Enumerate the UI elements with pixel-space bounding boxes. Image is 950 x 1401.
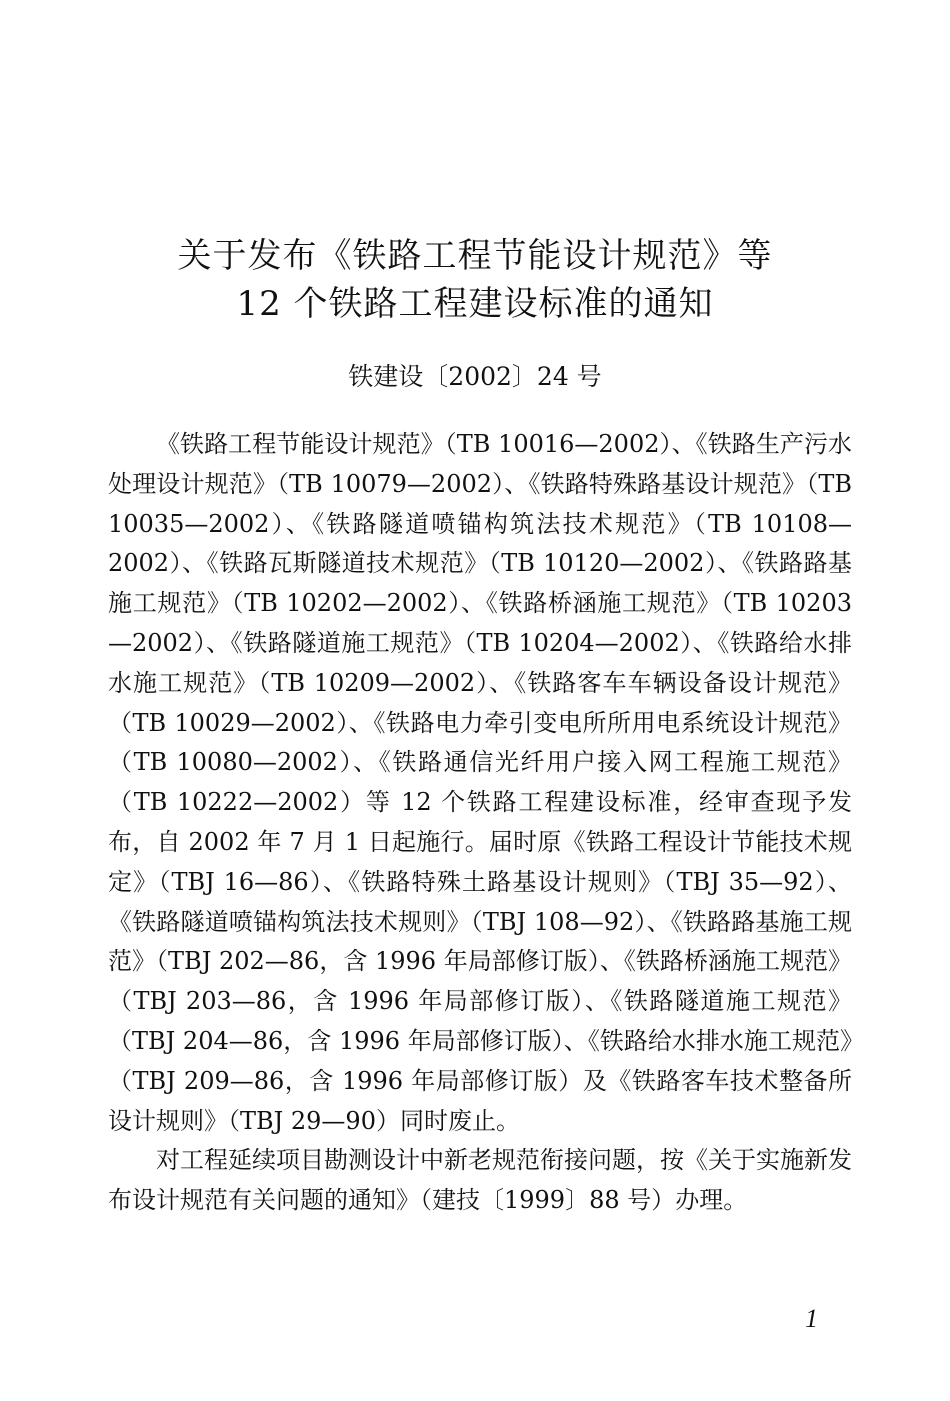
title-line-2: 12 个铁路工程建设标准的通知 <box>236 284 714 324</box>
document-title <box>0 232 950 328</box>
document-body <box>108 425 852 1221</box>
title-line-1: 关于发布《铁路工程节能设计规范》等 <box>177 236 773 276</box>
document-number: 铁建设〔2002〕24 号 <box>348 362 602 391</box>
page-number: 1 <box>805 1304 818 1333</box>
paragraph-2: 对工程延续项目勘测设计中新老规范衔接问题，按《关于实施新发布设计规范有关问题的通知》（建技〔1999〕88 号）办理。 <box>108 1146 852 1215</box>
paragraph-1: 《铁路工程节能设计规范》（TB 10016—2002）、《铁路生产污水处理设计规范》（TB 10079—2002）、《铁路特殊路基设计规范》（TB 10035—2002）、《铁路隧道喷锚构筑法技术规范》（TB 10108—2002）、《铁路瓦斯隧道技术规范》（TB 10120—2002）、《铁路路基施工规范》（TB 10202—2002）、《铁路桥涵施工规范》（TB 10203—2002）、《铁路隧道施工规范》（TB 10204—2002）、《铁路给水排水施工规范》（TB 10209—2002）、《铁路客车车辆设备设计规范》（TB 10029—2002）、《铁路电力牵引变电所所用电系统设计规范》（TB 10080—2002）、《铁路通信光纤用户接入网工程施工规范》（TB 10222—2002）等 12 个铁路工程建设标准，经审查现予发布，自 2002 年 7 月 1 日起施行。届时原《铁路工程设计节能技术规定》（TBJ 16—86）、《铁路特殊土路基设计规则》（TBJ 35—92）、《铁路隧道喷锚构筑法技术规则》（TBJ 108—92）、《铁路路基施工规范》（TBJ 202—86，含 1996 年局部修订版）、《铁路桥涵施工规范》（TBJ 203—86，含 1996 年局部修订版）、《铁路隧道施工规范》（TBJ 204—86，含 1996 年局部修订版）、《铁路给水排水施工规范》（TBJ 209—86，含 1996 年局部修订版）及《铁路客车技术整备所设计规则》（TBJ 29—90）同时废止。 <box>108 430 852 1135</box>
